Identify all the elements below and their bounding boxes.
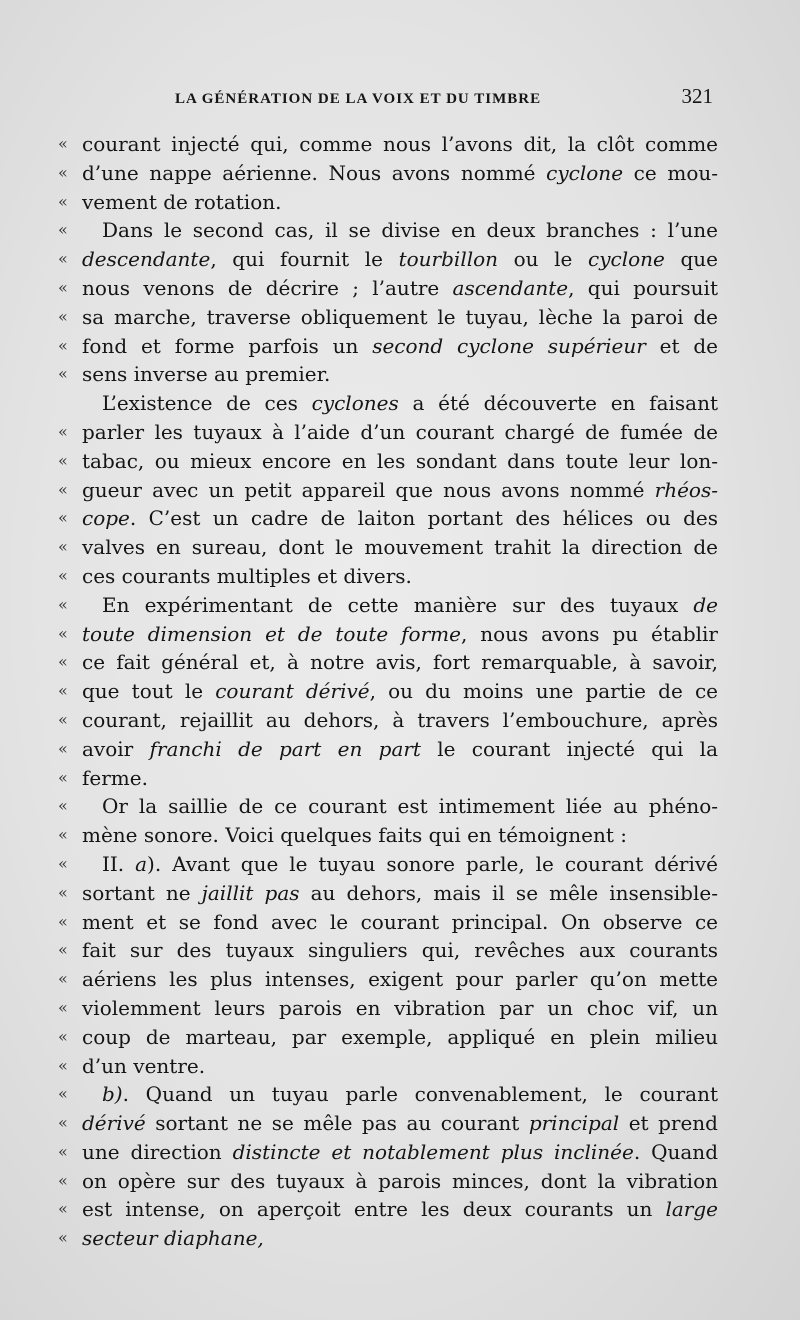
text-line [58, 908, 718, 937]
text-line [58, 792, 718, 821]
quote-mark: « [58, 479, 68, 499]
line-text [102, 389, 718, 418]
text-line [58, 1167, 718, 1196]
quote-mark: « [58, 738, 68, 758]
line-text [82, 1195, 718, 1224]
text-line [58, 1080, 718, 1109]
quote-mark: « [58, 335, 68, 355]
text-span: ce mou- [623, 160, 719, 185]
line-text [82, 188, 718, 217]
text-line [58, 591, 718, 620]
text-span: violemment leurs parois en vibration par un choc vif, un [82, 995, 718, 1020]
text-span: sortant ne [82, 880, 202, 905]
italic-span: toute dimension et de toute forme [82, 621, 461, 646]
quote-mark: « [58, 796, 68, 816]
text-span: L’existence de ces [102, 391, 312, 416]
italic-span: de [693, 592, 718, 617]
text-span: Or la saillie de ce courant est intimement liée au phéno- [102, 794, 718, 819]
text-span: gueur avec un petit appareil que nous avons nommé [82, 477, 655, 502]
italic-span: secteur diaphane, [82, 1226, 264, 1251]
text-span: Dans le second cas, il se divise en deux branches : l’une [102, 218, 718, 243]
quote-mark: « [58, 1084, 68, 1104]
line-text [82, 879, 718, 908]
italic-span: franchi de part en part [149, 736, 421, 761]
page-number: 321 [681, 84, 713, 108]
text-line [58, 188, 718, 217]
text-line [58, 303, 718, 332]
quote-mark: « [58, 997, 68, 1017]
text-line [58, 965, 718, 994]
line-text [82, 1109, 718, 1138]
line-text [82, 677, 718, 706]
text-line [58, 159, 718, 188]
text-line [58, 447, 718, 476]
text-span: fait sur des tuyaux singuliers qui, revêches aux courants [82, 938, 718, 963]
line-text [82, 994, 718, 1023]
quote-mark: « [58, 134, 68, 153]
text-span: vement de rotation. [82, 189, 282, 214]
line-text [82, 562, 718, 591]
text-line [58, 1224, 718, 1253]
italic-span: jaillit pas [201, 880, 300, 905]
text-span: ces courants multiples et divers. [82, 563, 412, 588]
text-line [58, 130, 718, 159]
text-line [58, 1138, 718, 1167]
line-text [102, 792, 718, 821]
line-text [82, 936, 718, 965]
text-span: d’une nappe aérienne. Nous avons nommé [82, 160, 547, 185]
italic-span: second cyclone supérieur [372, 333, 646, 358]
text-span: est intense, on aperçoit entre les deux courants un [82, 1197, 666, 1222]
text-span: que [664, 247, 718, 272]
text-line [58, 1109, 718, 1138]
running-title: LA GÉNÉRATION DE LA VOIX ET DU TIMBRE [175, 91, 542, 107]
quote-mark: « [58, 825, 68, 845]
italic-span: rhéos- [654, 477, 718, 502]
line-text [82, 130, 718, 159]
quote-mark: « [58, 969, 68, 989]
quote-mark: « [58, 421, 68, 441]
line-text [82, 1052, 718, 1081]
text-span: et de [645, 333, 718, 358]
italic-span: cyclone [546, 160, 624, 185]
text-span: . Quand [633, 1139, 718, 1164]
text-span: ). Avant que le tuyau sonore parle, le courant dérivé [147, 851, 718, 876]
text-line [58, 504, 718, 533]
quote-mark: « [58, 565, 68, 585]
text-span: valves en sureau, dont le mouvement trahit la direction de [82, 535, 718, 560]
text-span: mène sonore. Voici quelques faits qui en témoignent : [82, 823, 627, 848]
text-line [58, 706, 718, 735]
italic-span: b) [102, 1082, 123, 1107]
text-span: une direction [82, 1139, 233, 1164]
text-line [58, 332, 718, 361]
line-text [102, 850, 718, 879]
text-span: parler les tuyaux à l’aide d’un courant chargé de fumée de [82, 419, 718, 444]
text-line [58, 360, 718, 389]
quote-mark: « [58, 853, 68, 873]
quote-mark: « [58, 652, 68, 672]
text-span: au dehors, mais il se mêle insensible- [299, 880, 718, 905]
text-line [58, 389, 718, 418]
line-text [82, 908, 718, 937]
text-line [58, 216, 718, 245]
quote-mark: « [58, 277, 68, 297]
line-text [102, 591, 718, 620]
text-span: a été découverte en faisant [398, 391, 719, 416]
quote-mark: « [58, 940, 68, 960]
text-span: II. [102, 851, 136, 876]
text-span: sa marche, traverse obliquement le tuyau, lèche la paroi de [82, 304, 718, 329]
quote-mark: « [58, 1141, 68, 1161]
quote-mark: « [58, 709, 68, 729]
quote-mark: « [58, 364, 68, 384]
italic-span: dérivé [82, 1111, 146, 1136]
line-text [82, 965, 718, 994]
quote-mark: « [58, 306, 68, 326]
quote-mark: « [58, 623, 68, 643]
text-line [58, 1195, 718, 1224]
italic-span: distincte et notablement plus inclinée [232, 1139, 634, 1164]
quote-mark: « [58, 767, 68, 787]
text-span: En expérimentant de cette manière sur des tuyaux [102, 592, 694, 617]
italic-span: principal [528, 1111, 620, 1136]
quote-mark: « [58, 1113, 68, 1133]
quote-mark: « [58, 191, 68, 211]
quote-mark: « [58, 681, 68, 701]
line-text [82, 447, 718, 476]
text-span: avoir [82, 736, 150, 761]
text-line [58, 648, 718, 677]
line-text [82, 418, 718, 447]
text-span: et prend [619, 1111, 718, 1136]
text-span: , nous avons pu établir [460, 621, 718, 646]
text-line [58, 821, 718, 850]
line-text [82, 821, 718, 850]
text-span: sortant ne se mêle pas au courant [145, 1111, 529, 1136]
quote-mark: « [58, 1170, 68, 1190]
text-span: nous venons de décrire ; l’autre [82, 275, 453, 300]
quote-mark: « [58, 1026, 68, 1046]
text-span: ce fait général et, à notre avis, fort remarquable, à savoir, [82, 650, 718, 675]
text-line [58, 476, 718, 505]
italic-span: descendante [82, 247, 211, 272]
line-text [82, 303, 718, 332]
quote-mark: « [58, 249, 68, 269]
line-text [82, 1023, 718, 1052]
line-text [82, 764, 718, 793]
line-text [82, 476, 718, 505]
quote-mark: « [58, 450, 68, 470]
line-text [82, 533, 718, 562]
line-text [82, 648, 718, 677]
line-text [102, 216, 718, 245]
text-line [58, 850, 718, 879]
line-text [82, 1138, 718, 1167]
line-text [82, 274, 718, 303]
quote-mark: « [58, 508, 68, 528]
text-span: le courant injecté qui la [420, 736, 718, 761]
quote-mark: « [58, 1199, 68, 1219]
italic-span: cyclones [311, 391, 399, 416]
running-header [175, 84, 713, 109]
text-line [58, 274, 718, 303]
text-span: d’un ventre. [82, 1053, 206, 1078]
quote-mark: « [58, 594, 68, 614]
italic-span: large [665, 1197, 718, 1222]
text-line [58, 735, 718, 764]
text-span: on opère sur des tuyaux à parois minces, dont la vibration [82, 1168, 718, 1193]
line-text [82, 360, 718, 389]
italic-span: cope [82, 506, 130, 531]
italic-span: ascendante [452, 275, 569, 300]
text-span: que tout le [82, 679, 216, 704]
line-text [82, 706, 718, 735]
text-line [58, 562, 718, 591]
text-line [58, 245, 718, 274]
line-text [82, 1224, 718, 1253]
text-line [58, 418, 718, 447]
text-span: aériens les plus intenses, exigent pour parler qu’on mette [82, 967, 718, 992]
text-span: ment et se fond avec le courant principal. On observe ce [82, 909, 718, 934]
text-line [58, 677, 718, 706]
text-span: fond et forme parfois un [82, 333, 373, 358]
line-text [102, 1080, 718, 1109]
line-text [82, 1167, 718, 1196]
line-text [82, 245, 718, 274]
text-span: , ou du moins une partie de ce [369, 679, 718, 704]
text-span: courant injecté qui, comme nous l’avons dit, la clôt comme [82, 132, 718, 156]
text-span: ou le [498, 247, 588, 272]
line-text [82, 332, 718, 361]
italic-span: cyclone [588, 247, 665, 272]
text-span: courant, rejaillit au dehors, à travers l’embouchure, après [82, 707, 718, 732]
text-line [58, 620, 718, 649]
quote-mark: « [58, 162, 68, 182]
text-line [58, 533, 718, 562]
text-span: . Quand un tuyau parle convenablement, le courant [122, 1082, 718, 1107]
line-text [82, 735, 718, 764]
text-line [58, 936, 718, 965]
body-text [58, 130, 718, 1253]
text-span: ferme. [82, 765, 148, 790]
line-text [82, 504, 718, 533]
quote-mark: « [58, 537, 68, 557]
text-span: , qui poursuit [568, 275, 718, 300]
text-span: , qui fournit le [210, 247, 399, 272]
text-span: tabac, ou mieux encore en les sondant dans toute leur lon- [82, 448, 718, 473]
quote-mark: « [58, 882, 68, 902]
text-span: sens inverse au premier. [82, 362, 331, 387]
italic-span: courant dérivé [215, 679, 370, 704]
italic-span: a [135, 851, 148, 876]
quote-mark: « [58, 220, 68, 240]
text-span: . C’est un cadre de laiton portant des hélices ou des [129, 506, 718, 531]
quote-mark: « [58, 911, 68, 931]
text-span: coup de marteau, par exemple, appliqué en plein milieu [82, 1024, 718, 1049]
text-line [58, 764, 718, 793]
italic-span: tourbillon [398, 247, 499, 272]
line-text [82, 620, 718, 649]
text-line [58, 879, 718, 908]
line-text [82, 159, 718, 188]
text-line [58, 1052, 718, 1081]
quote-mark: « [58, 1228, 68, 1248]
text-line [58, 994, 718, 1023]
text-line [58, 1023, 718, 1052]
quote-mark: « [58, 1055, 68, 1075]
